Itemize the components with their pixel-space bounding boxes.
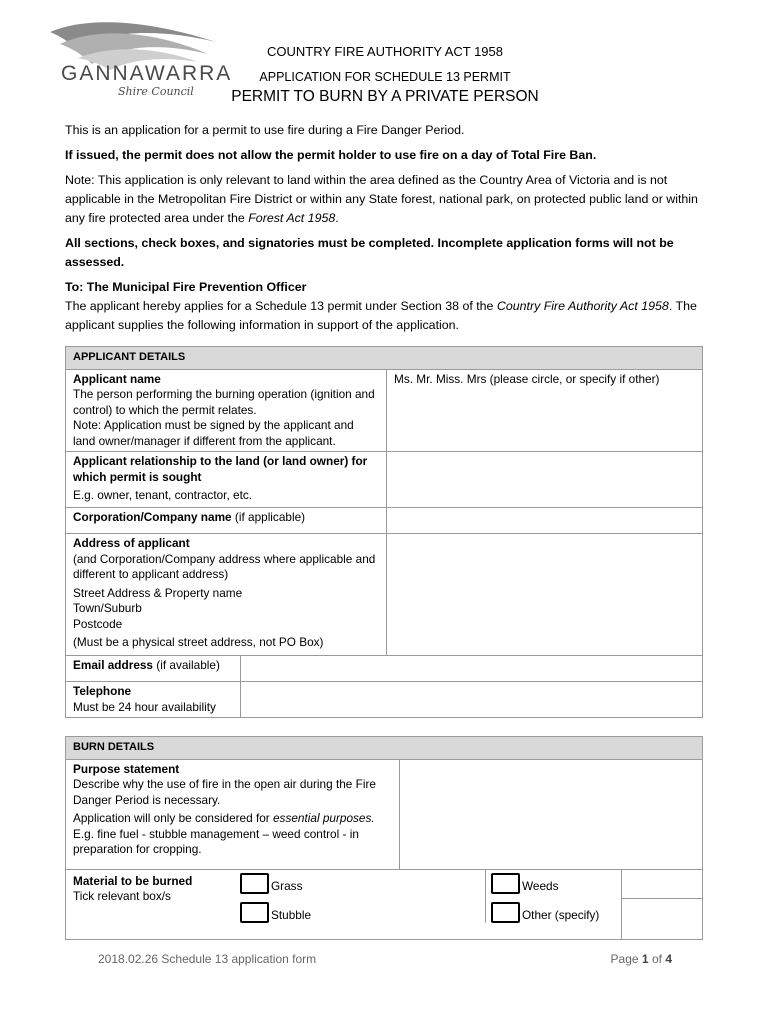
note-paragraph: Note: This application is only relevant to land within the area defined as the Country Area of Victoria and is not applicable in the Metropolitan Fire District or within any State forest, national park, on protected public land or within any fire protected area under the Forest Act 1958. (65, 173, 698, 225)
other-option-label: Other (specify) (522, 907, 600, 922)
intro-section (65, 121, 705, 341)
company-name-field[interactable] (387, 508, 703, 534)
material-cell (66, 869, 622, 939)
document-id: 2018.02.26 Schedule 13 application form (98, 952, 317, 966)
application-title: APPLICATION FOR SCHEDULE 13 PERMIT (259, 70, 511, 84)
logo-subtitle: Shire Council (118, 85, 194, 98)
applicant-details-heading: APPLICANT DETAILS (66, 347, 703, 370)
application-statement: The applicant hereby applies for a Schedule 13 permit under Section 38 of the Country Fire Authority Act 1958. The applicant supplies the following information in support of the application. (65, 299, 697, 332)
company-label-cell: Corporation/Company name (if applicable) (66, 508, 387, 534)
telephone-label-cell: Telephone Must be 24 hour availability (66, 682, 241, 718)
burn-details-heading: BURN DETAILS (66, 737, 703, 760)
completion-warning: All sections, check boxes, and signatories must be completed. Incomplete application forms will not be assessed. (65, 236, 674, 269)
stubble-checkbox[interactable] (240, 902, 269, 923)
stubble-option-label: Stubble (271, 907, 312, 922)
weeds-checkbox[interactable] (491, 873, 520, 894)
other-specify-field[interactable] (622, 869, 703, 939)
total-fire-ban-notice: If issued, the permit does not allow the permit holder to use fire on a day of Total Fire Ban. (65, 148, 597, 162)
relationship-field[interactable] (387, 452, 703, 508)
telephone-field[interactable] (241, 682, 703, 718)
weeds-option-label: Weeds (522, 878, 559, 893)
material-label: Material to be burned (73, 873, 193, 888)
logo-wordmark: GANNAWARRA (61, 62, 233, 85)
applicant-details-table (65, 346, 703, 718)
burn-details-table (65, 736, 703, 940)
grass-option-label: Grass (271, 878, 303, 893)
other-checkbox[interactable] (491, 902, 520, 923)
grass-checkbox[interactable] (240, 873, 269, 894)
intro-paragraph-1: This is an application for a permit to use fire during a Fire Danger Period. (65, 123, 465, 137)
page-number: Page 1 of 4 (610, 952, 672, 966)
email-label-cell: Email address (if available) (66, 656, 241, 682)
address-field[interactable] (387, 534, 703, 656)
act-title: COUNTRY FIRE AUTHORITY ACT 1958 (267, 44, 503, 59)
email-field[interactable] (241, 656, 703, 682)
page-title: PERMIT TO BURN BY A PRIVATE PERSON (231, 88, 539, 105)
purpose-label-cell: Purpose statement Describe why the use of fire in the open air during the Fire Danger Period is necessary. Application will only be considered for essential purposes. E.g. fine fuel - stubble management – weed control - in preparation for cropping. (66, 759, 400, 869)
applicant-name-field[interactable]: Ms. Mr. Miss. Mrs (please circle, or specify if other) (387, 369, 703, 452)
material-desc: Tick relevant box/s (73, 889, 171, 903)
address-label-cell: Address of applicant (and Corporation/Company address where applicable and different to applicant address) Street Address & Property name Town/Suburb Postcode (Must be a physical street address, not PO Box) (66, 534, 387, 656)
addressee: To: The Municipal Fire Prevention Officer (65, 280, 307, 294)
applicant-name-label-cell: Applicant name The person performing the burning operation (ignition and control) to which the permit relates. Note: Application must be signed by the applicant and land owner/manager if different from the applicant. (66, 369, 387, 452)
relationship-label-cell: Applicant relationship to the land (or land owner) for which permit is sought E.g. owner, tenant, contractor, etc. (66, 452, 387, 508)
purpose-statement-field[interactable] (400, 759, 703, 869)
